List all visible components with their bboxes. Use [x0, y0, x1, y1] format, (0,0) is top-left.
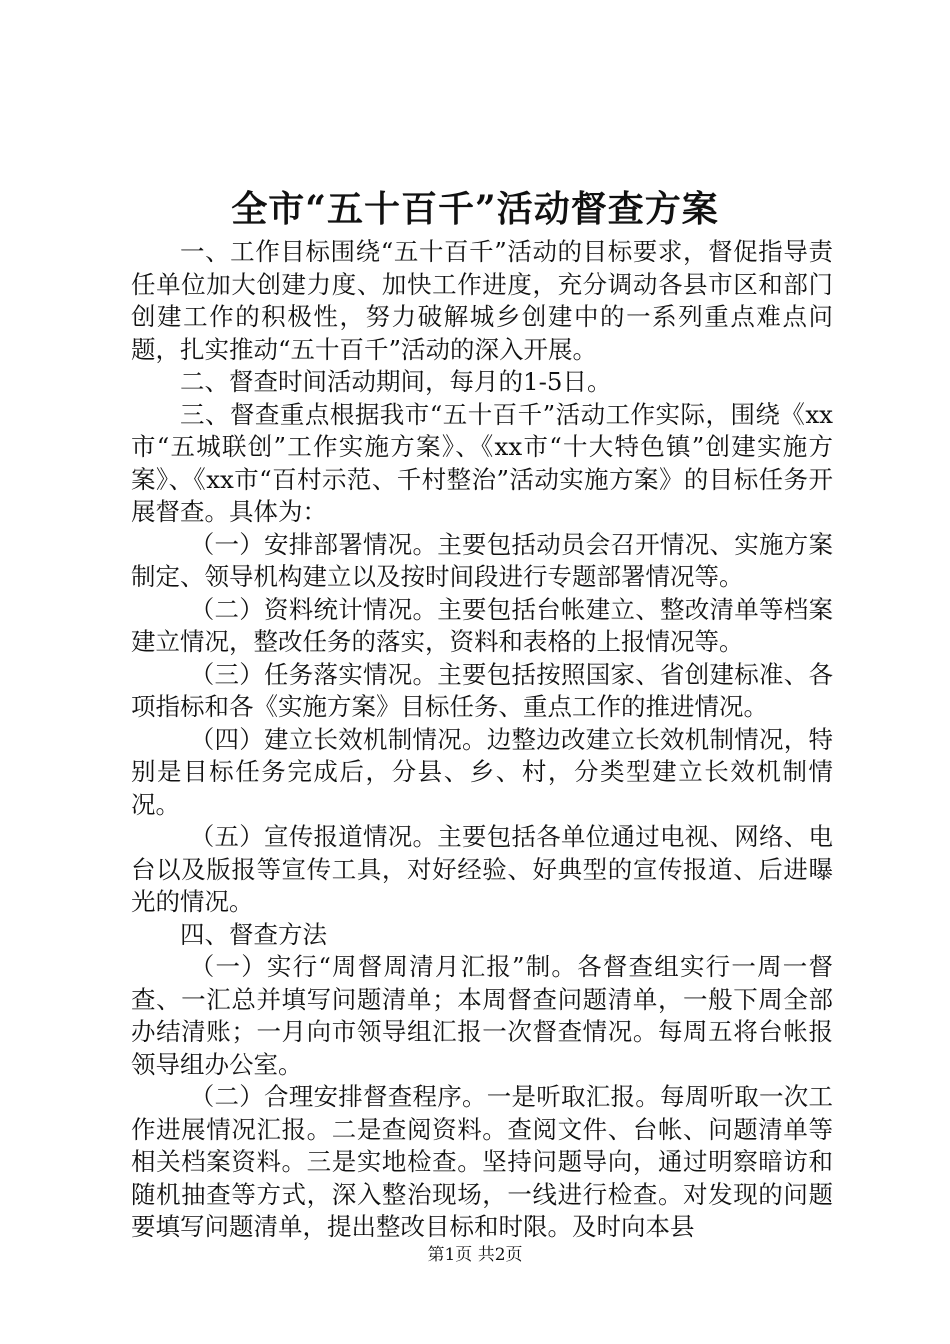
paragraph-item-1: （一）安排部署情况。主要包括动员会召开情况、实施方案制定、领导机构建立以及按时间段进行专题部署情况等。 — [131, 529, 833, 591]
document-body — [131, 236, 833, 1244]
paragraph-method-2: （二）合理安排督查程序。一是听取汇报。每周听取一次工作进展情况汇报。二是查阅资料。查阅文件、台帐、问题清单等相关档案资料。三是实地检查。坚持问题导向，通过明察暗访和随机抽查等方式，深入整治现场，一线进行检查。对发现的问题要填写问题清单，提出整改目标和时限。及时向本县 — [131, 1082, 833, 1241]
paragraph-item-2: （二）资料统计情况。主要包括台帐建立、整改清单等档案建立情况，整改任务的落实，资料和表格的上报情况等。 — [131, 594, 833, 656]
document-title: 全市“五十百千”活动督查方案 — [231, 188, 719, 230]
paragraph-method-1: （一）实行“周督周清月汇报”制。各督查组实行一周一督查、一汇总并填写问题清单；本周督查问题清单，一般下周全部办结清账；一月向市领导组汇报一次督查情况。每周五将台帐报领导组办公室。 — [131, 952, 833, 1079]
paragraph-item-4: （四）建立长效机制情况。边整边改建立长效机制情况，特别是目标任务完成后，分县、乡、村，分类型建立长效机制情况。 — [131, 724, 833, 819]
page-footer: 第1页 共2页 — [427, 1245, 523, 1265]
paragraph-focus: 三、督查重点根据我市“五十百千”活动工作实际，围绕《xx市“五城联创”工作实施方案》、《xx市“十大特色镇”创建实施方案》、《xx市“百村示范、千村整治”活动实施方案》的目标任务开展督查。具体为： — [131, 399, 833, 526]
paragraph-item-3: （三）任务落实情况。主要包括按照国家、省创建标准、各项指标和各《实施方案》目标任务、重点工作的推进情况。 — [131, 659, 833, 721]
paragraph-time: 二、督查时间活动期间，每月的1-5日。 — [180, 367, 612, 396]
paragraph-item-5: （五）宣传报道情况。主要包括各单位通过电视、网络、电台以及版报等宣传工具，对好经验、好典型的宣传报道、后进曝光的情况。 — [131, 822, 833, 916]
paragraph-methods-heading: 四、督查方法 — [180, 919, 327, 949]
paragraph-goals: 一、工作目标围绕“五十百千”活动的目标要求，督促指导责任单位加大创建力度、加快工作进度，充分调动各县市区和部门创建工作的积极性，努力破解城乡创建中的一系列重点难点问题，扎实推动“五十百千”活动的深入开展。 — [131, 237, 833, 364]
